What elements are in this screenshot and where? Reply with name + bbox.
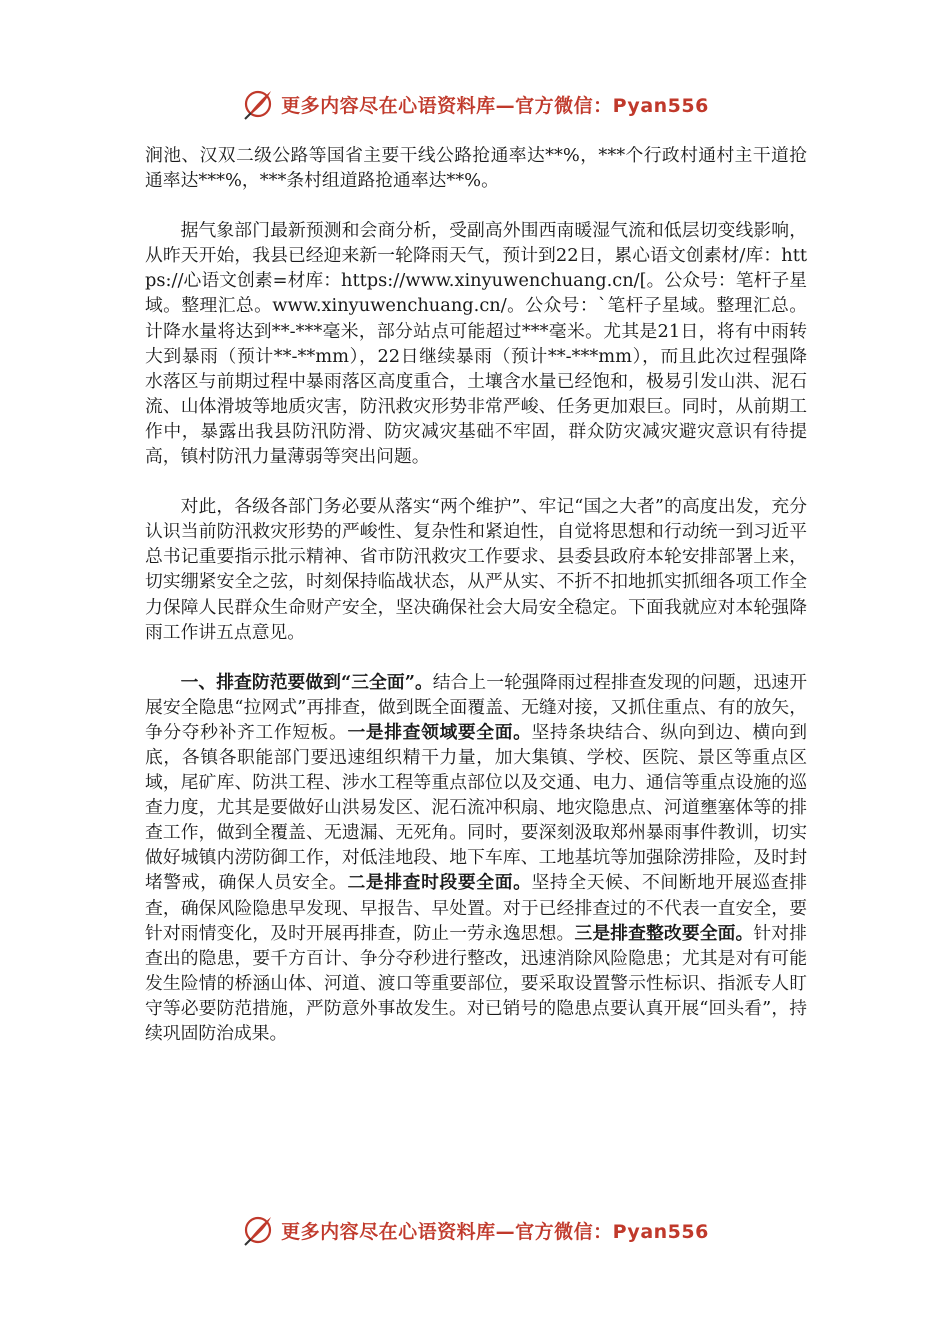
point-three-text: 针对排查出的隐患，要千方百计、争分夺秒进行整改，迅速消除风险隐患；尤其是对有可能发生险情的桥涵山体、河道、渡口等重要部位，要采取设置警示性标识、指派专人盯守等必要防范措施，严防意外事故发生。对已销号的隐患点要认真开展“回头看”，持续巩固防治成果。 <box>145 922 807 1044</box>
section-heading: 一、排查防范要做到“三全面”。 <box>180 671 433 693</box>
section-intro: 结合上一轮强降雨过程排查发现的问题，迅速开展安全隐患“拉网式”再排查，做到既全面覆盖、无缝对接，又抓住重点、有的放矢，争分夺秒补齐工作短板。 <box>145 671 807 743</box>
paragraph-section-one <box>145 670 807 1046</box>
document-body <box>145 143 807 1046</box>
quill-pen-icon <box>241 1213 275 1247</box>
header-banner <box>0 84 950 124</box>
paragraph-weather: 据气象部门最新预测和会商分析，受副高外围西南暖湿气流和低层切变线影响，从昨天开始，我县已经迎来新一轮降雨天气，预计到22日，累心语文创素材/库：https://心语文创素=材库：https://www.xinyuwenchuang.cn/[。公众号：笔杆子星域。整理汇总。www.xinyuwenchuang.cn/。公众号：`笔杆子星域。整理汇总。计降水量将达到**-***毫米，部分站点可能超过***毫米。尤其是21日，将有中雨转大到暴雨（预计**-**mm），22日继续暴雨（预计**-***mm），而且此次过程强降水落区与前期过程中暴雨落区高度重合，土壤含水量已经饱和，极易引发山洪、泥石流、山体滑坡等地质灾害，防汛救灾形势非常严峻、任务更加艰巨。同时，从前期工作中，暴露出我县防汛防滑、防灾减灾基础不牢固，群众防灾减灾避灾意识有待提高，镇村防汛力量薄弱等突出问题。 <box>145 220 807 468</box>
point-two-heading: 二是排查时段要全面。 <box>347 872 532 894</box>
quill-pen-icon <box>241 87 275 121</box>
banner-text: 更多内容尽在心语资料库—官方微信：Pyan556 <box>281 1220 709 1243</box>
paragraph-requirements: 对此，各级各部门务必要从落实“两个维护”、牢记“国之大者”的高度出发，充分认识当前防汛救灾形势的严峻性、复杂性和紧迫性，自觉将思想和行动统一到习近平总书记重要指示批示精神、省市防汛救灾工作要求、县委县政府本轮安排部署上来，切实绷紧安全之弦，时刻保持临战状态，从严从实、不折不扣地抓实抓细各项工作全力保障人民群众生命财产安全，坚决确保社会大局安全稳定。下面我就应对本轮强降雨工作讲五点意见。 <box>145 496 807 643</box>
footer-banner <box>0 1210 950 1250</box>
banner-text: 更多内容尽在心语资料库—官方微信：Pyan556 <box>281 94 709 117</box>
point-three-heading: 三是排查整改要全面。 <box>574 922 754 944</box>
point-one-heading: 一是排查领域要全面。 <box>347 721 532 743</box>
paragraph-continuation: 涧池、汉双二级公路等国省主要干线公路抢通率达**%，***个行政村通村主干道抢通率达***%，***条村组道路抢通率达**%。 <box>145 145 807 192</box>
point-two-text: 坚持全天候、不间断地开展巡查排查，确保风险隐患早发现、早报告、早处置。对于已经排查过的不代表一直安全，要针对雨情变化，及时开展再排查，防止一劳永逸思想。 <box>145 872 807 944</box>
point-one-text: 坚持条块结合、纵向到边、横向到底，各镇各职能部门要迅速组织精干力量，加大集镇、学校、医院、景区等重点区域，尾矿库、防洪工程、涉水工程等重点部位以及交通、电力、通信等重点设施的巡查力度，尤其是要做好山洪易发区、泥石流冲积扇、地灾隐患点、河道壅塞体等的排查工作，做到全覆盖、无遗漏、无死角。同时，要深刻汲取郑州暴雨事件教训，切实做好城镇内涝防御工作，对低洼地段、地下车库、工地基坑等加强除涝排险，及时封堵警戒，确保人员安全。 <box>145 721 807 894</box>
